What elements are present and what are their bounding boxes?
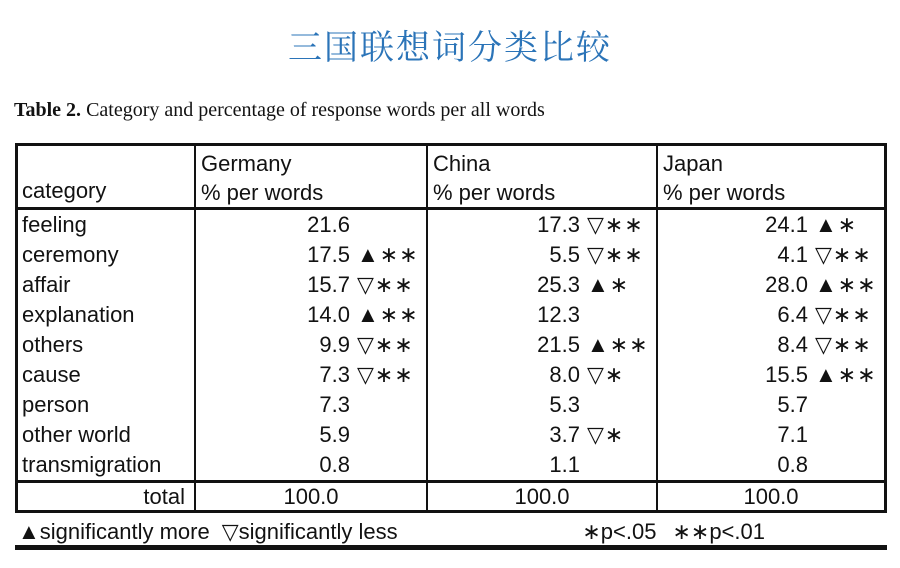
china-value-cell — [428, 390, 658, 420]
legend-significantly-less: ▽significantly less — [221, 519, 398, 544]
germany-value-cell — [196, 390, 428, 420]
header-china-unit: % per words — [433, 180, 556, 205]
significance-marker: ▲∗ — [815, 212, 858, 237]
category-cell: affair — [22, 272, 71, 297]
table-row — [18, 210, 884, 240]
significance-marker: ▲∗∗ — [357, 242, 419, 267]
significance-marker: ▽∗∗ — [587, 242, 644, 267]
legend-significantly-more: ▲significantly more — [18, 519, 210, 544]
category-cell: ceremony — [22, 242, 119, 267]
china-value-cell — [428, 420, 658, 450]
value-number: 8.4 — [777, 332, 808, 357]
significance-marker: ▽∗∗ — [815, 302, 872, 327]
japan-value-cell — [658, 390, 884, 420]
table-row — [18, 450, 884, 480]
table-row — [18, 360, 884, 390]
table-caption — [14, 99, 545, 122]
value-number: 21.5 — [537, 332, 580, 357]
page-title: 三国联想词分类比较 — [288, 28, 612, 68]
significance-marker: ▽∗∗ — [357, 332, 414, 357]
table-row — [18, 330, 884, 360]
header-category: category — [18, 146, 196, 207]
value-number: 17.3 — [537, 212, 580, 237]
significance-marker: ▽∗ — [587, 362, 625, 387]
significance-marker: ▽∗∗ — [357, 362, 414, 387]
china-value-cell — [428, 270, 658, 300]
significance-marker: ▲∗ — [587, 272, 630, 297]
total-germany: 100.0 — [196, 483, 428, 510]
germany-value-cell — [196, 420, 428, 450]
significance-marker: ▽∗∗ — [587, 212, 644, 237]
category-cell: others — [22, 332, 84, 357]
value-number: 0.8 — [319, 452, 350, 477]
header-japan — [658, 146, 884, 207]
value-number: 12.3 — [537, 302, 580, 327]
total-label: total — [18, 483, 196, 510]
significance-marker: ▲∗∗ — [587, 332, 649, 357]
table-body — [18, 210, 884, 480]
significance-marker: ▲∗∗ — [815, 272, 877, 297]
value-number: 5.7 — [777, 392, 808, 417]
japan-value-cell — [658, 450, 884, 480]
header-japan-unit: % per words — [663, 180, 786, 205]
china-value-cell — [428, 450, 658, 480]
significance-marker: ▽∗∗ — [357, 272, 414, 297]
header-china — [428, 146, 658, 207]
value-number: 5.9 — [319, 422, 350, 447]
value-number: 4.1 — [777, 242, 808, 267]
category-cell: other world — [22, 422, 131, 447]
germany-value-cell — [196, 360, 428, 390]
china-value-cell — [428, 360, 658, 390]
sig-p01: ∗∗p<.01 — [672, 519, 765, 544]
value-number: 24.1 — [765, 212, 808, 237]
china-value-cell — [428, 300, 658, 330]
caption-text: Category and percentage of response words per all words — [81, 99, 545, 121]
value-number: 7.3 — [319, 362, 350, 387]
total-row — [18, 480, 884, 510]
china-value-cell — [428, 210, 658, 240]
significance-marker: ▲∗∗ — [357, 302, 419, 327]
category-cell: feeling — [22, 212, 87, 237]
germany-value-cell — [196, 330, 428, 360]
germany-value-cell — [196, 240, 428, 270]
category-table — [15, 143, 887, 513]
japan-value-cell — [658, 270, 884, 300]
japan-value-cell — [658, 360, 884, 390]
table-row — [18, 390, 884, 420]
table-row — [18, 300, 884, 330]
category-cell: explanation — [22, 302, 135, 327]
value-number: 7.3 — [319, 392, 350, 417]
significance-marker: ▲∗∗ — [815, 362, 877, 387]
table-row — [18, 420, 884, 450]
header-germany — [196, 146, 428, 207]
value-number: 21.6 — [307, 212, 350, 237]
value-number: 15.5 — [765, 362, 808, 387]
value-number: 9.9 — [319, 332, 350, 357]
germany-value-cell — [196, 270, 428, 300]
significance-marker: ▽∗∗ — [815, 332, 872, 357]
table-row — [18, 270, 884, 300]
total-japan: 100.0 — [743, 483, 799, 509]
value-number: 5.3 — [549, 392, 580, 417]
category-cell: cause — [22, 362, 81, 387]
significance-levels — [582, 519, 765, 545]
value-number: 17.5 — [307, 242, 350, 267]
germany-value-cell — [196, 300, 428, 330]
significance-marker: ▽∗ — [587, 422, 625, 447]
value-number: 1.1 — [549, 452, 580, 477]
japan-value-cell — [658, 420, 884, 450]
significance-marker: ▽∗∗ — [815, 242, 872, 267]
japan-value-cell — [658, 330, 884, 360]
value-number: 7.1 — [777, 422, 808, 447]
value-number: 3.7 — [549, 422, 580, 447]
caption-label: Table 2. — [14, 99, 82, 121]
japan-value-cell — [658, 300, 884, 330]
china-value-cell — [428, 330, 658, 360]
value-number: 8.0 — [549, 362, 580, 387]
total-china: 100.0 — [428, 483, 658, 510]
table-footnote — [15, 519, 887, 550]
table-row — [18, 240, 884, 270]
category-cell: transmigration — [22, 452, 162, 477]
japan-value-cell — [658, 240, 884, 270]
header-germany-country: Germany — [201, 151, 292, 176]
table-header-row — [18, 146, 884, 210]
category-cell: person — [22, 392, 90, 417]
value-number: 0.8 — [777, 452, 808, 477]
value-number: 14.0 — [307, 302, 350, 327]
header-germany-unit: % per words — [201, 180, 324, 205]
germany-value-cell — [196, 210, 428, 240]
value-number: 5.5 — [549, 242, 580, 267]
header-japan-country: Japan — [663, 151, 723, 176]
value-number: 25.3 — [537, 272, 580, 297]
japan-value-cell — [658, 210, 884, 240]
germany-value-cell — [196, 450, 428, 480]
china-value-cell — [428, 240, 658, 270]
sig-p05: ∗p<.05 — [582, 519, 657, 544]
value-number: 28.0 — [765, 272, 808, 297]
value-number: 6.4 — [777, 302, 808, 327]
value-number: 15.7 — [307, 272, 350, 297]
header-china-country: China — [433, 151, 491, 176]
